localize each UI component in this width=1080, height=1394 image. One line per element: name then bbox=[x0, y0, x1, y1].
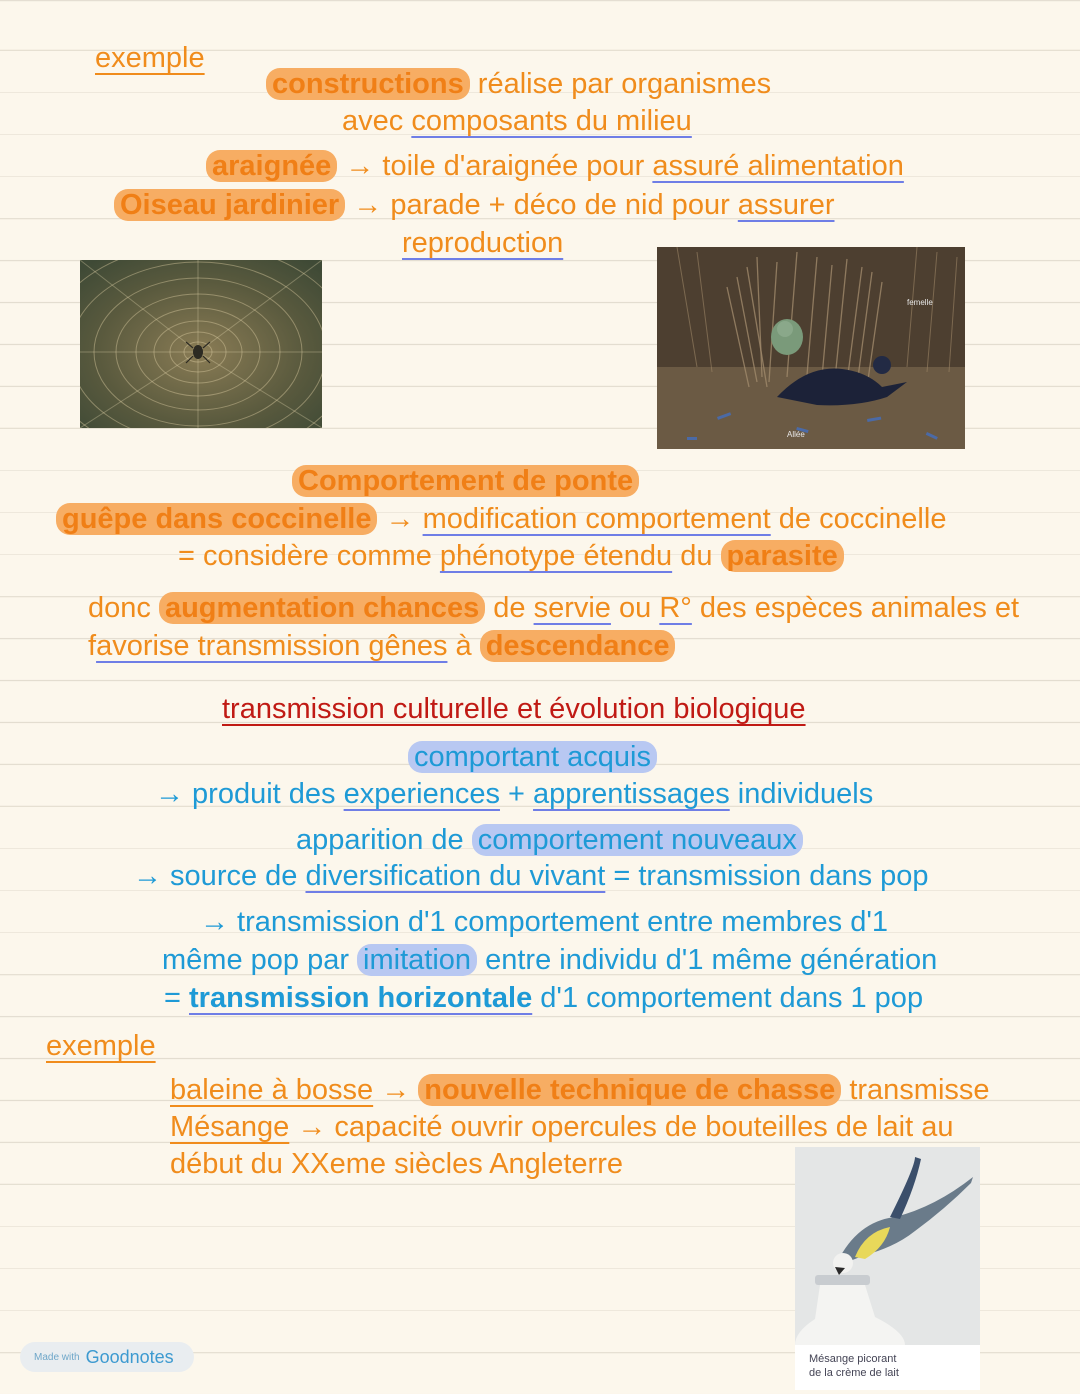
especes-text: des espèces animales et bbox=[691, 592, 1020, 624]
bowerbird-image bbox=[657, 247, 965, 449]
source-text: source de bbox=[162, 860, 306, 892]
apparition-line bbox=[296, 822, 803, 858]
arrow-icon: → bbox=[200, 906, 229, 938]
bowerbird-label-allee: Allée bbox=[787, 430, 805, 439]
r-text: R° bbox=[659, 592, 692, 624]
toile-text: toile d'araignée pour bbox=[374, 150, 653, 182]
arrow-icon: → bbox=[345, 150, 375, 182]
horizontale-text: transmission horizontale bbox=[189, 982, 533, 1014]
avec-composants-line bbox=[342, 103, 692, 139]
phenotype-line bbox=[178, 538, 844, 574]
dans-pop-text: d'1 comportement dans 1 pop bbox=[532, 982, 924, 1014]
apparition-text: apparition de bbox=[296, 824, 472, 856]
guepe-highlight: guêpe dans coccinelle bbox=[56, 503, 377, 535]
baleine-line bbox=[170, 1072, 990, 1108]
trans1-line bbox=[200, 904, 888, 940]
du-text: du bbox=[672, 540, 721, 572]
arrow-icon: → bbox=[155, 778, 184, 810]
made-with-text: Made with bbox=[34, 1351, 80, 1363]
meme-pop-line bbox=[162, 942, 937, 978]
donc-text: donc bbox=[88, 592, 159, 624]
parade-text: parade + déco de nid pour bbox=[382, 189, 738, 221]
servie-text: servie bbox=[533, 592, 611, 624]
mesange-image bbox=[795, 1147, 980, 1390]
debut-line: début du XXeme siècles Angleterre bbox=[170, 1148, 623, 1180]
descendance-highlight: descendance bbox=[480, 630, 676, 662]
source-line bbox=[133, 858, 929, 894]
comportant-highlight: comportant acquis bbox=[408, 741, 657, 773]
a-text: à bbox=[447, 630, 480, 662]
bowerbird-label-femelle: femelle bbox=[907, 298, 933, 307]
oiseau-line bbox=[114, 187, 835, 223]
goodnotes-brand: Goodnotes bbox=[85, 1346, 174, 1367]
arrow-icon: → bbox=[385, 503, 415, 535]
mesange-text: Mésange bbox=[170, 1111, 290, 1143]
constructions-highlight: constructions bbox=[266, 68, 470, 100]
de-text: de bbox=[485, 592, 534, 624]
favorise-text: avorise transmission gênes bbox=[96, 630, 448, 662]
diversification-text: diversification du vivant bbox=[305, 860, 606, 892]
comportement-nouveaux-highlight: comportement nouveaux bbox=[472, 824, 803, 856]
mesange-caption-line1: Mésange picorant bbox=[809, 1353, 897, 1365]
composants-text: composants du milieu bbox=[411, 105, 692, 137]
modification-text: modification comportement bbox=[422, 503, 771, 535]
considere-text: = considère comme bbox=[178, 540, 440, 572]
produit-text: produit des bbox=[184, 778, 344, 810]
apprentissages-text: apprentissages bbox=[533, 778, 730, 810]
assure-alimentation-text: assuré alimentation bbox=[652, 150, 904, 182]
favorise-f: f bbox=[88, 630, 97, 662]
spider-web-image bbox=[80, 260, 322, 428]
meme-pop-text: même pop par bbox=[162, 944, 358, 976]
transmisse-text: transmisse bbox=[841, 1074, 990, 1106]
exemple-heading-1: exemple bbox=[95, 42, 205, 74]
phenotype-text: phénotype étendu bbox=[439, 540, 673, 572]
ou-text: ou bbox=[610, 592, 660, 624]
nouvelle-technique-highlight: nouvelle technique de chasse bbox=[418, 1074, 841, 1106]
constructions-line bbox=[266, 66, 771, 102]
constructions-rest: réalise par organismes bbox=[469, 68, 772, 100]
eq-text: = bbox=[164, 982, 189, 1014]
individuels-text: individuels bbox=[729, 778, 874, 810]
ponte-title-line bbox=[292, 463, 639, 499]
oiseau-highlight: Oiseau jardinier bbox=[114, 189, 345, 221]
capacite-text: capacité ouvrir opercules de bouteilles de lait au bbox=[326, 1111, 954, 1143]
exemple-heading-2: exemple bbox=[46, 1030, 156, 1062]
araignee-line bbox=[206, 148, 904, 184]
de-coccinelle-text: de coccinelle bbox=[770, 503, 947, 535]
goodnotes-badge bbox=[20, 1342, 194, 1372]
imitation-highlight: imitation bbox=[357, 944, 477, 976]
donc-line bbox=[88, 590, 1019, 626]
parasite-highlight: parasite bbox=[721, 540, 844, 572]
guepe-line bbox=[56, 501, 946, 537]
reproduction-text: reproduction bbox=[402, 227, 564, 259]
produit-line bbox=[155, 776, 873, 812]
arrow-icon: → bbox=[133, 860, 162, 892]
section3-title: transmission culturelle et évolution biologique bbox=[222, 693, 806, 725]
favorise-line bbox=[88, 628, 675, 664]
transmission-pop-text: = transmission dans pop bbox=[605, 860, 929, 892]
augmentation-highlight: augmentation chances bbox=[159, 592, 485, 624]
arrow-icon: → bbox=[297, 1111, 327, 1143]
mesange-caption-line2: de la crème de lait bbox=[809, 1367, 899, 1379]
experiences-text: experiences bbox=[343, 778, 500, 810]
trans1-text: transmission d'1 comportement entre membres d'1 bbox=[229, 906, 889, 938]
avec-text: avec bbox=[342, 105, 412, 137]
entre-text: entre individu d'1 même génération bbox=[477, 944, 938, 976]
ponte-title: Comportement de ponte bbox=[292, 465, 639, 497]
assurer-text: assurer bbox=[737, 189, 835, 221]
arrow-icon: → bbox=[353, 189, 383, 221]
mesange-line bbox=[170, 1109, 953, 1145]
araignee-highlight: araignée bbox=[206, 150, 337, 182]
arrow-icon: → bbox=[381, 1074, 411, 1106]
plus-text: + bbox=[499, 778, 534, 810]
horizontale-line bbox=[164, 980, 923, 1016]
comportant-line bbox=[408, 739, 657, 775]
baleine-text: baleine à bosse bbox=[170, 1074, 374, 1106]
